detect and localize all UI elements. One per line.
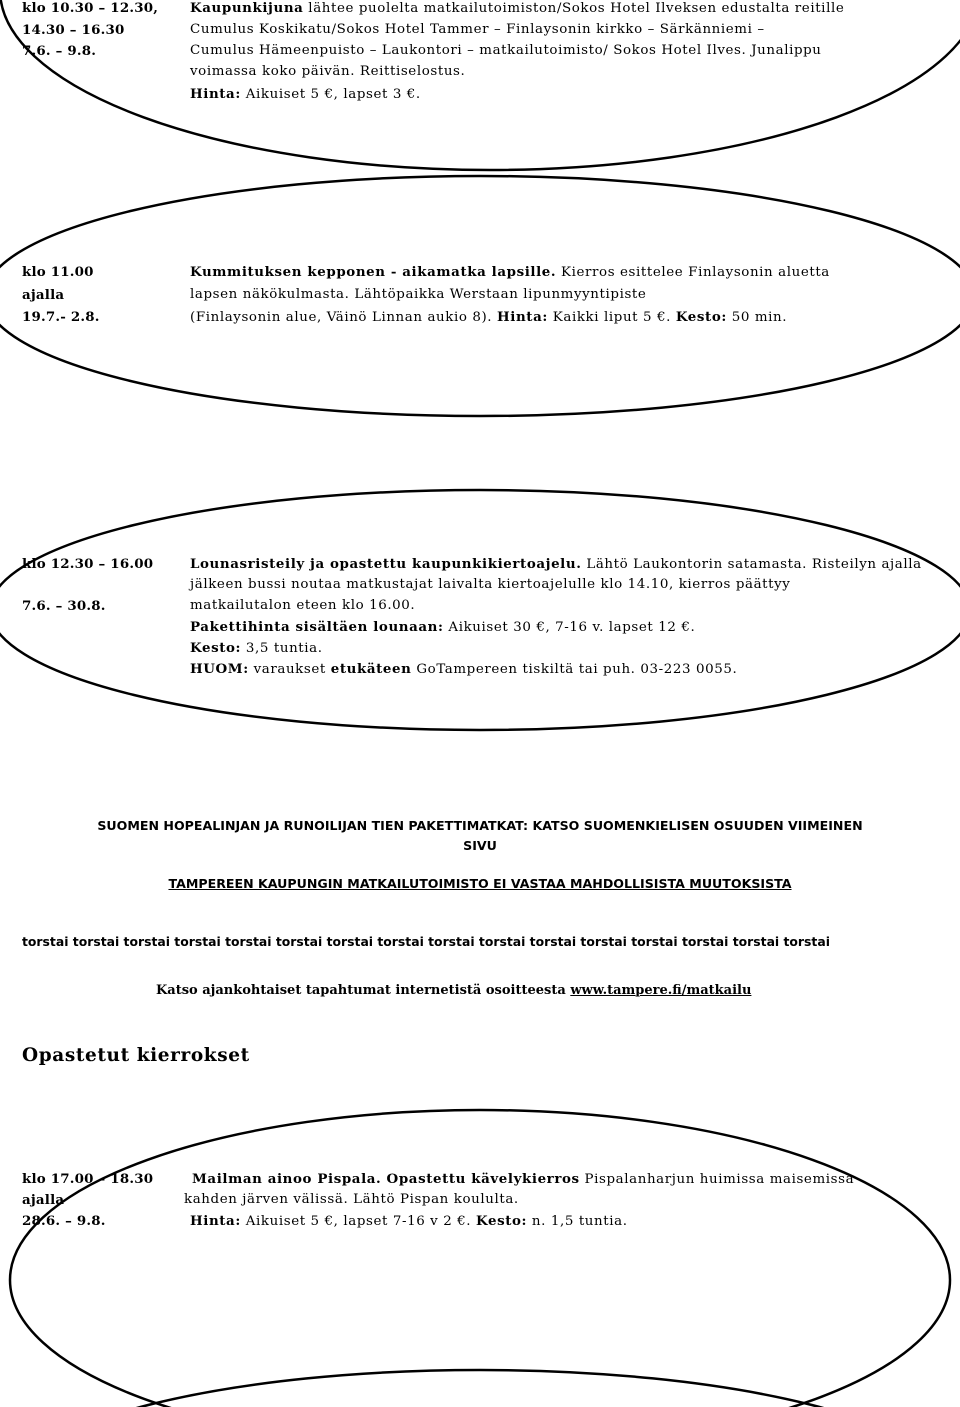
tourism-website-link[interactable]: www.tampere.fi/matkailu <box>570 983 752 998</box>
tour-booking-note: HUOM: varaukset etukäteen GoTampereen tiskiltä tai puh. 03-223 0055. <box>190 661 738 677</box>
tour-description-line: Mailman ainoo Pispala. Opastettu kävelykierros Pispalanharjun huimissa maisemissa <box>192 1171 855 1187</box>
tour-title: Kaupunkijuna <box>190 0 304 16</box>
tour-title: Lounasristeily ja opastettu kaupunkikiertoajelu. <box>190 556 582 572</box>
tour-time: 14.30 – 16.30 <box>22 22 125 38</box>
tour-price: Hinta: Aikuiset 5 €, lapset 7-16 v 2 €. Kesto: n. 1,5 tuntia. <box>190 1213 628 1229</box>
weekday-repeat: torstai torstai torstai torstai torstai torstai torstai torstai torstai torstai torstai torstai torstai torstai torstai torstai <box>22 934 830 949</box>
tour-time: klo 11.00 <box>22 264 94 280</box>
tour-description-line: (Finlaysonin alue, Väinö Linnan aukio 8). Hinta: Kaikki liput 5 €. Kesto: 50 min. <box>190 309 788 325</box>
tour-description-line: Cumulus Hämeenpuisto – Laukontori – matkailutoimisto/ Sokos Hotel Ilves. Junalippu <box>190 43 822 58</box>
tour-title: Mailman ainoo Pispala. Opastettu kävelykierros <box>192 1171 580 1187</box>
ellipse-frame-5 <box>10 1370 950 1407</box>
tour-dates: 28.6. – 9.8. <box>22 1213 106 1229</box>
tour-package-price: Pakettihinta sisältäen lounaan: Aikuiset 30 €, 7-16 v. lapset 12 €. <box>190 619 696 635</box>
tour-dates: 19.7.- 2.8. <box>22 309 100 325</box>
tour-description-line: lapsen näkökulmasta. Lähtöpaikka Werstaan lipunmyyntipiste <box>190 287 647 302</box>
section-heading: Opastetut kierrokset <box>22 1045 250 1066</box>
tour-description-line: Cumulus Koskikatu/Sokos Hotel Tammer – Finlaysonin kirkko – Särkänniemi – <box>190 22 765 37</box>
tour-time: klo 12.30 – 16.00 <box>22 556 154 572</box>
package-notice: SUOMEN HOPEALINJAN JA RUNOILIJAN TIEN PAKETTIMATKAT: KATSO SUOMENKIELISEN OSUUDEN VIIMEINEN <box>97 818 863 833</box>
tour-dates: 7.6. – 30.8. <box>22 598 106 614</box>
tour-description-line: jälkeen bussi noutaa matkustajat laivalta kiertoajelulle klo 14.10, kierros päättyy <box>190 577 791 592</box>
tour-price: Hinta: Aikuiset 5 €, lapset 3 €. <box>190 86 421 102</box>
tour-description-line: matkailutalon eteen klo 16.00. <box>190 598 416 613</box>
tour-title: Kummituksen kepponen - aikamatka lapsille. <box>190 264 557 280</box>
tour-description-line: voimassa koko päivän. Reittiselostus. <box>190 64 466 79</box>
web-notice: Katso ajankohtaiset tapahtumat internetistä osoitteesta www.tampere.fi/matkailu <box>156 983 752 998</box>
tour-time: ajalla <box>22 1192 65 1208</box>
disclaimer: TAMPEREEN KAUPUNGIN MATKAILUTOIMISTO EI VASTAA MAHDOLLISISTA MUUTOKSISTA <box>168 876 792 891</box>
tour-dates: 7.6. – 9.8. <box>22 43 97 59</box>
ellipse-frame-4 <box>10 1110 950 1407</box>
tour-time: ajalla <box>22 287 65 303</box>
tour-description-line: kahden järven välissä. Lähtö Pispan koululta. <box>184 1192 519 1207</box>
tour-duration: Kesto: 3,5 tuntia. <box>190 640 323 656</box>
tour-time: klo 17.00 – 18.30 <box>22 1171 154 1187</box>
package-notice-continued: SIVU <box>463 838 497 853</box>
tour-time: klo 10.30 – 12.30, <box>22 0 159 16</box>
tour-description-line: Kummituksen kepponen - aikamatka lapsille. Kierros esittelee Finlaysonin aluetta <box>190 264 830 280</box>
tour-description-line: Lounasristeily ja opastettu kaupunkikiertoajelu. Lähtö Laukontorin satamasta. Risteilyn ajalla <box>190 556 922 572</box>
tour-description-line: Kaupunkijuna lähtee puolelta matkailutoimiston/Sokos Hotel Ilveksen edustalta reitille <box>190 0 845 16</box>
